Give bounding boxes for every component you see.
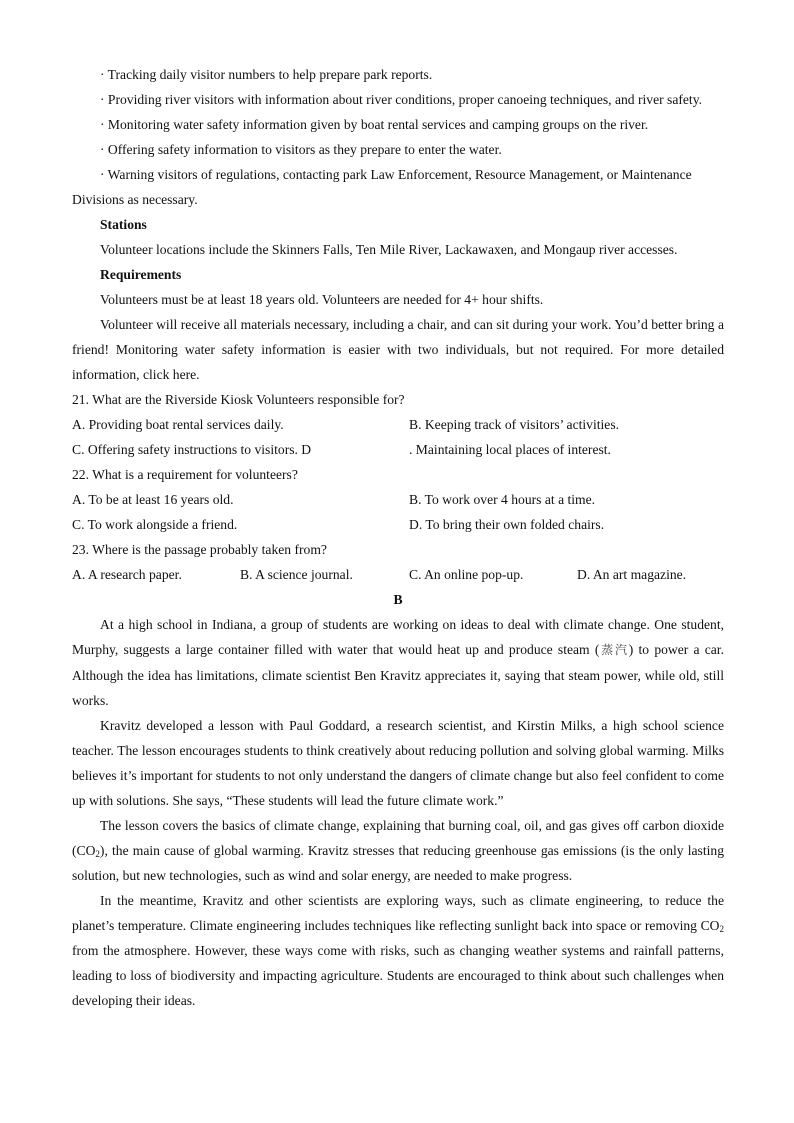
- option-a: A. Providing boat rental services daily.: [72, 417, 284, 432]
- question-stem: 22. What is a requirement for volunteers?: [72, 467, 298, 482]
- cjk-gloss: 蒸汽: [599, 643, 629, 657]
- question-stem: 21. What are the Riverside Kiosk Volunteers responsible for?: [72, 392, 405, 407]
- text-run: At a high school in Indiana, a group of students are working on ideas to deal with climate change. One student, Murphy, suggests a large container filled with water that would heat up and produce steam (: [72, 617, 724, 657]
- text-run: In the meantime, Kravitz and other scientists are exploring ways, such as climate engineering, to reduce the planet’s temperature. Climate engineering includes techniques like reflecting sunlight back into space or removing CO: [72, 893, 724, 933]
- text-run: ) to power a car. Although the idea has limitations, climate scientist Ben Kravitz appreciates it, saying that steam power, while old, still works.: [72, 642, 724, 708]
- option-c: C. An online pop-up.: [409, 567, 524, 582]
- question-21: [72, 387, 724, 462]
- option-c: C. To work alongside a friend.: [72, 517, 238, 532]
- bullet-item-continuation: Divisions as necessary.: [72, 192, 198, 207]
- subscript: 2: [95, 849, 100, 859]
- option-d: D. To bring their own folded chairs.: [409, 517, 605, 532]
- stations-text: Volunteer locations include the Skinners Falls, Ten Mile River, Lackawaxen, and Mongaup river accesses.: [100, 242, 678, 257]
- option-c: C. Offering safety instructions to visitors. D: [72, 442, 312, 457]
- bullet-item: · Offering safety information to visitors as they prepare to enter the water.: [100, 142, 502, 157]
- question-22: [72, 462, 724, 537]
- option-a: A. A research paper.: [72, 567, 182, 582]
- requirements-details: Volunteer will receive all materials necessary, including a chair, and can sit during your work. You’d better bring a friend! Monitoring water safety information is easier with two individuals, but not required. For more detailed information, click here.: [72, 317, 724, 382]
- section-b-heading: B: [393, 592, 403, 607]
- text-run: ), the main cause of global warming. Kravitz stresses that reducing greenhouse gas emissions (is the only lasting solution, but new technologies, such as wind and solar energy, are needed to make progress.: [72, 843, 724, 883]
- passage-b-paragraph-3: [72, 813, 724, 888]
- option-d: . Maintaining local places of interest.: [409, 442, 611, 457]
- option-row: [72, 512, 724, 537]
- passage-b-paragraph-4: [72, 888, 724, 1013]
- requirements-text: Volunteers must be at least 18 years old. Volunteers are needed for 4+ hour shifts.: [100, 292, 544, 307]
- requirements-heading: Requirements: [100, 267, 182, 282]
- option-b: B. To work over 4 hours at a time.: [409, 492, 596, 507]
- option-row: [72, 412, 724, 437]
- option-row: [72, 562, 724, 587]
- option-row: [72, 487, 724, 512]
- question-stem: 23. Where is the passage probably taken from?: [72, 542, 327, 557]
- passage-b-paragraph-2: Kravitz developed a lesson with Paul Goddard, a research scientist, and Kirstin Milks, a high school science teacher. The lesson encourages students to think creatively about reducing pollution and solving global warming. Milks believes it’s important for students to not only understand the dangers of climate change but also feel confident to come up with solutions. She says, “These students will lead the future climate work.”: [72, 718, 724, 808]
- bullet-item: · Tracking daily visitor numbers to help prepare park reports.: [100, 67, 433, 82]
- question-23: [72, 537, 724, 587]
- passage-b-paragraph-1: [72, 612, 724, 713]
- bullet-item: · Monitoring water safety information given by boat rental services and camping groups on the river.: [100, 117, 649, 132]
- stations-heading: Stations: [100, 217, 147, 232]
- bullet-item: · Providing river visitors with information about river conditions, proper canoeing techniques, and river safety.: [100, 92, 703, 107]
- bullet-item: · Warning visitors of regulations, contacting park Law Enforcement, Resource Management, or Maintenance: [100, 167, 692, 182]
- option-a: A. To be at least 16 years old.: [72, 492, 234, 507]
- document-page: [72, 62, 724, 1013]
- text-run: from the atmosphere. However, these ways come with risks, such as changing weather systems and rainfall patterns, leading to loss of biodiversity and impacting agriculture. Students are encouraged to think about such challenges when developing their ideas.: [72, 943, 724, 1008]
- subscript: 2: [719, 924, 724, 934]
- option-row: [72, 437, 724, 462]
- text-run: The lesson covers the basics of climate change, explaining that burning coal, oil, and gas gives off carbon dioxide (CO: [72, 818, 724, 858]
- option-b: B. Keeping track of visitors’ activities.: [409, 417, 620, 432]
- option-d: D. An art magazine.: [577, 567, 687, 582]
- option-b: B. A science journal.: [240, 567, 353, 582]
